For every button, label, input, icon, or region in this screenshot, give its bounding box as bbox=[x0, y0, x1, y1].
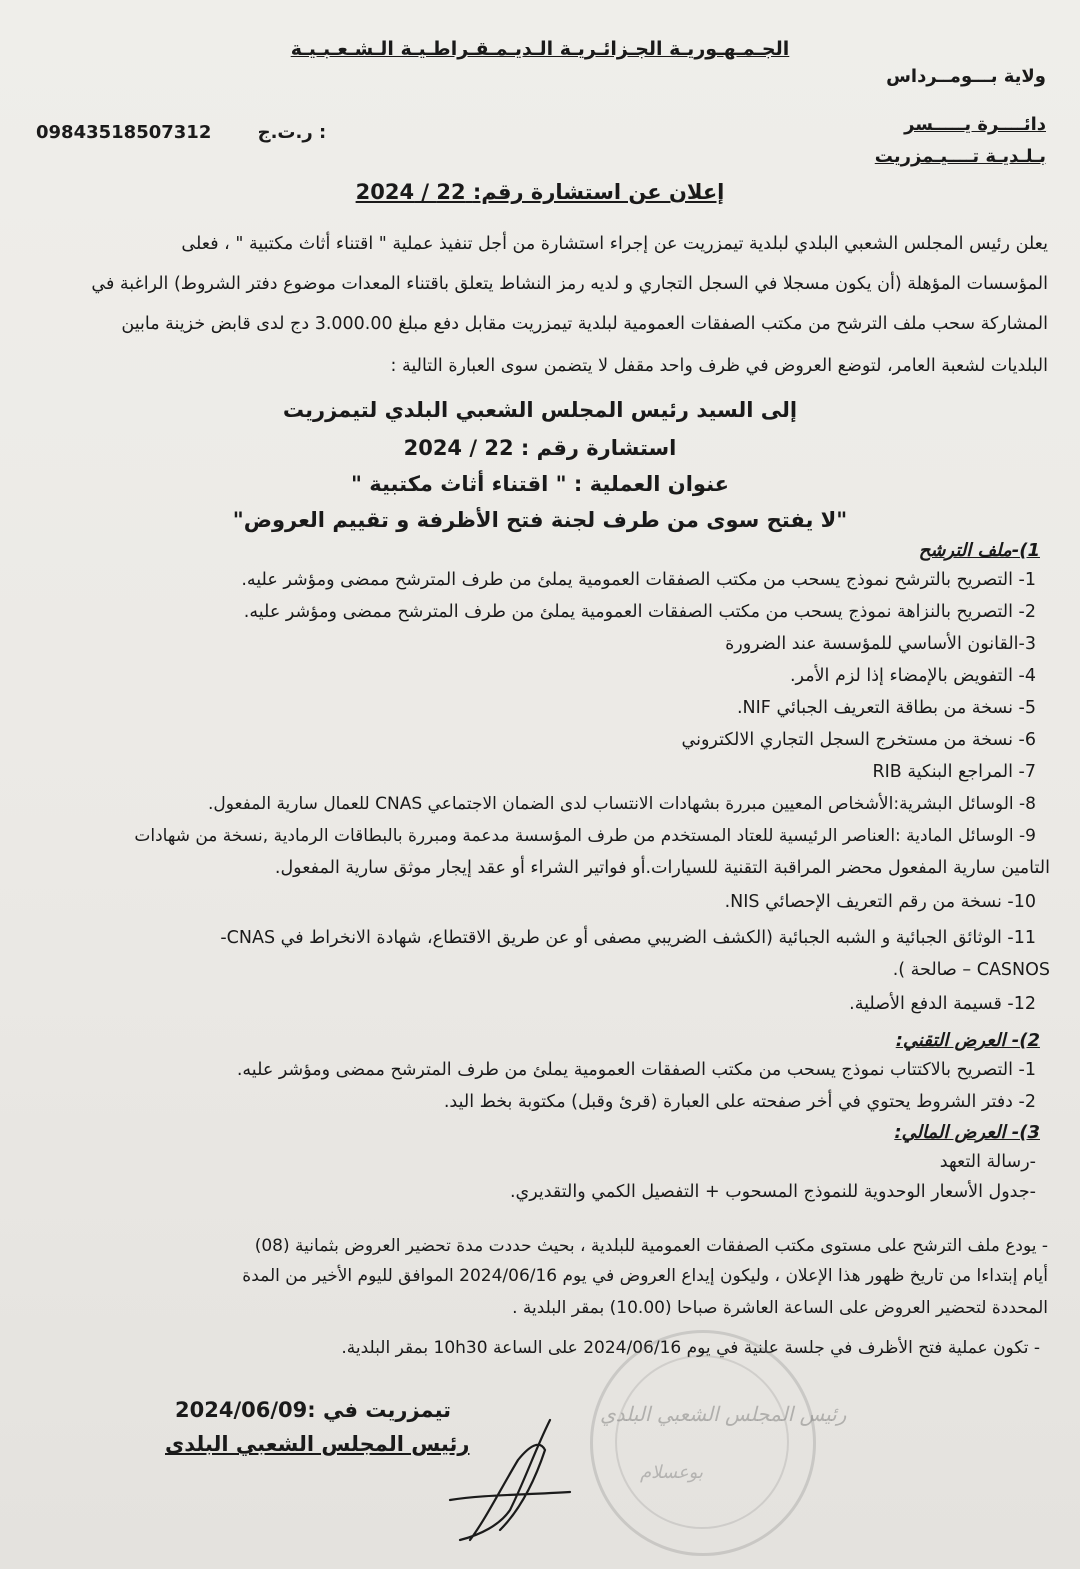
official-stamp bbox=[590, 1330, 816, 1556]
section-1-item: 4- التفويض بالإمضاء إذا لزم الأمر. bbox=[789, 666, 1036, 686]
section-1-item: 10- نسخة من رقم التعريف الإحصائي NIS. bbox=[724, 892, 1036, 912]
section-1-item: 12- قسيمة الدفع الأصلية. bbox=[849, 994, 1036, 1014]
section-1-item: 11- الوثائق الجبائية و الشبه الجبائية (الكشف الضريبي مصفى أو عن طريق الاقتطاع، شهادة الانخراط في CNAS- bbox=[220, 928, 1036, 948]
closing-line-2: أيام إبتداءا من تاريخ ظهور هذا الإعلان ، وليكون إيداع العروض في يوم 2024/06/16 الموافق لليوم الأخير من المدة bbox=[242, 1266, 1048, 1286]
section-3-item: -رسالة التعهد bbox=[939, 1152, 1036, 1172]
section-2-item: 2- دفتر الشروط يحتوي في أخر صفحته على العبارة (قرئ وقبل) مكتوبة بخط اليد. bbox=[443, 1092, 1036, 1112]
envelope-notice: "لا يفتح سوى من طرف لجنة فتح الأظرفة و تقييم العروض" bbox=[232, 508, 848, 532]
wilaya-label: ولاية بـــومــرداس bbox=[886, 66, 1046, 87]
daira-label: دائــــرة يـــــسر bbox=[904, 114, 1046, 135]
intro-line-4: البلديات لشعبة العامر، لتوضع العروض في ظرف واحد مقفل لا يتضمن سوى العبارة التالية : bbox=[390, 356, 1048, 376]
section-1-item: 6- نسخة من مستخرج السجل التجاري الالكتروني bbox=[681, 730, 1036, 750]
section-2-title: 2)- العرض التقني: bbox=[895, 1030, 1040, 1051]
section-1-item: 2- التصريح بالنزاهة نموذج يسحب من مكتب الصفقات العمومية يملئ من طرف المترشح ممضى ومؤشر عليه. bbox=[243, 602, 1036, 622]
section-1-item-cont: CASNOS – صالحة ). bbox=[892, 960, 1050, 980]
envelope-consultation: استشارة رقم : 22 / 2024 bbox=[403, 436, 677, 460]
section-1-title: 1)-ملف الترشح bbox=[918, 540, 1040, 561]
section-1-item: 5- نسخة من بطاقة التعريف الجبائي NIF. bbox=[736, 698, 1036, 718]
section-2-item: 1- التصريح بالاكتتاب نموذج يسحب من مكتب الصفقات العمومية يملئ من طرف المترشح ممضى ومؤشر عليه. bbox=[236, 1060, 1036, 1080]
section-1-item: 7- المراجع البنكية RIB bbox=[872, 762, 1036, 782]
closing-line-1: - يودع ملف الترشح على مستوى مكتب الصفقات العمومية للبلدية ، بحيث حددت مدة تحضير العروض بثمانية (08) bbox=[254, 1236, 1048, 1256]
intro-line-1: يعلن رئيس المجلس الشعبي البلدي لبلدية تيمزريت عن إجراء استشارة من أجل تنفيذ عملية " اقتناء أثاث مكتبية " ، فعلى bbox=[181, 234, 1048, 254]
closing-line-4: - تكون عملية فتح الأظرف في جلسة علنية في يوم 2024/06/16 على الساعة 10h30 بمقر البلدية. bbox=[341, 1338, 1040, 1358]
section-1-item: 8- الوسائل البشرية:الأشخاص المعيين مبررة بشهادات الانتساب لدى الضمان الاجتماعي CNAS للعمال سارية المفعول. bbox=[207, 794, 1036, 814]
envelope-subject: عنوان العملية : " اقتناء أثاث مكتبية " bbox=[350, 472, 729, 496]
envelope-recipient: إلى السيد رئيس المجلس الشعبي البلدي لتيمزريت bbox=[282, 398, 798, 422]
rtj-number: 09843518507312 bbox=[36, 122, 212, 143]
section-1-item: 1- التصريح بالترشح نموذج يسحب من مكتب الصفقات العمومية يملئ من طرف المترشح ممضى ومؤشر عليه. bbox=[241, 570, 1036, 590]
intro-line-3: المشاركة سحب ملف الترشح من مكتب الصفقات العمومية لبلدية تيمزريت مقابل دفع مبلغ 3.000.00 دج لدى قابض خزينة مابين bbox=[121, 314, 1048, 334]
section-1-item: 9- الوسائل المادية :العناصر الرئيسية للعتاد المستخدم من طرف المؤسسة مدعمة ومبررة بالبطاقات الرمادية ,نسخة من شهادات bbox=[134, 826, 1036, 846]
signature-role: رئيس المجلس الشعبي البلدى bbox=[165, 1432, 470, 1456]
stamp-name: بوعسلام bbox=[640, 1462, 703, 1483]
section-1-item-cont: التامين سارية المفعول محضر المراقبة التقنية للسيارات.أو فواتير الشراء أو عقد إيجار موثق سارية المفعول. bbox=[274, 858, 1050, 878]
section-3-item: -جدول الأسعار الوحدوية للنموذج المسحوب + التفصيل الكمي والتقديري. bbox=[509, 1182, 1036, 1202]
stamp-title: رئيس المجلس الشعبي البلدي bbox=[600, 1402, 847, 1426]
signature-place-date: تيمزريت في :2024/06/09 bbox=[175, 1398, 452, 1422]
announcement-number: 22 / 2024 bbox=[355, 180, 466, 204]
commune-label: بـلـديـة تــــيـمزريت bbox=[874, 146, 1046, 167]
announcement-title-label: إعلان عن استشارة رقم: bbox=[472, 180, 725, 204]
closing-line-3: المحددة لتحضير العروض على الساعة العاشرة صباحا (10.00) بمقر البلدية . bbox=[512, 1298, 1048, 1318]
republic-heading: الجـمـهـوريـة الجـزائـريـة الـديـمـقـراطـيـة الـشـعـبـيـة bbox=[290, 38, 790, 60]
announcement-title bbox=[0, 180, 1080, 204]
section-1-item: 3-القانون الأساسي للمؤسسة عند الضرورة bbox=[725, 634, 1036, 654]
rtj-label: ر.ت.ج : bbox=[257, 122, 327, 143]
section-3-title: 3)- العرض المالي: bbox=[894, 1122, 1040, 1143]
intro-line-2: المؤسسات المؤهلة (أن يكون مسجلا في السجل التجاري و لديه رمز النشاط يتعلق باقتناء المعدات موضوع دفتر الشروط) الراغبة في bbox=[91, 274, 1048, 294]
handwritten-signature bbox=[440, 1400, 580, 1550]
rtj-block bbox=[36, 122, 326, 143]
